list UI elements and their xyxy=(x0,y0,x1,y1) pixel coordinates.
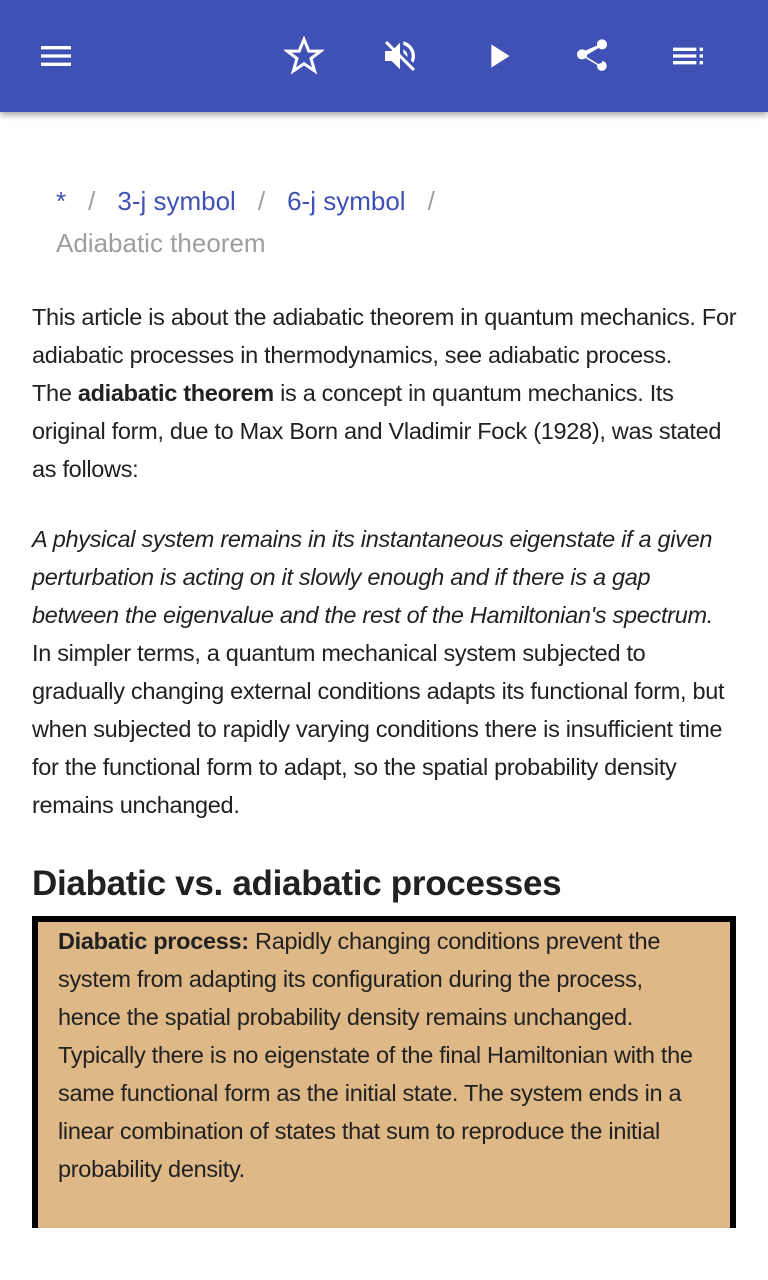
play-icon[interactable] xyxy=(474,32,522,80)
box-text: Rapidly changing conditions prevent the system from adapting its configuration during the process, hence the spatial probability density remains unchanged. Typically there is no eigenstate of the final Hamiltonian with the same functional form as the initial state. The system ends in a linear combination of states that sum to reproduce the initial probability density. xyxy=(58,928,693,1182)
breadcrumb-separator: / xyxy=(257,186,266,216)
bold-term: adiabatic theorem xyxy=(77,380,274,406)
explanation-paragraph: In simpler terms, a quantum mechanical system subjected to gradually changing external conditions adapts its functional form, but when subjected to rapidly varying conditions there is insufficient time for the functional form to adapt, so the spatial probability density remains unchanged. xyxy=(32,640,725,818)
breadcrumb-current: Adiabatic theorem xyxy=(56,228,266,258)
menu-icon[interactable] xyxy=(32,32,80,80)
intro-paragraph xyxy=(32,374,742,488)
breadcrumb-separator: / xyxy=(88,186,96,216)
article-body xyxy=(32,298,742,1228)
hatnote: This article is about the adiabatic theorem in quantum mechanics. For adiabatic processes in thermodynamics, see adiabatic process. xyxy=(32,304,737,368)
app-bar xyxy=(0,0,768,112)
breadcrumb xyxy=(56,180,736,264)
share-icon[interactable] xyxy=(568,32,616,80)
breadcrumb-6j-symbol[interactable]: 6-j symbol xyxy=(287,186,406,216)
box-term: Diabatic process: xyxy=(58,928,249,954)
breadcrumb-separator: / xyxy=(427,186,435,216)
playlist-icon[interactable] xyxy=(664,32,712,80)
section-heading: Diabatic vs. adiabatic processes xyxy=(32,864,562,903)
breadcrumb-home[interactable]: * xyxy=(56,186,67,216)
diabatic-process-box xyxy=(32,916,736,1228)
star-icon[interactable] xyxy=(280,32,328,80)
text: is a concept in quantum mechanics. Its original form, due to Max Born and Vladimir Fock (1928), was stated as follows: xyxy=(32,380,722,482)
theorem-quote: A physical system remains in its instantaneous eigenstate if a given perturbation is acting on it slowly enough and if there is a gap between the eigenvalue and the rest of the Hamiltonian's spectrum. xyxy=(32,526,713,628)
text: The xyxy=(32,380,78,406)
breadcrumb-3j-symbol[interactable]: 3-j symbol xyxy=(117,186,236,216)
volume-off-icon[interactable] xyxy=(376,32,424,80)
